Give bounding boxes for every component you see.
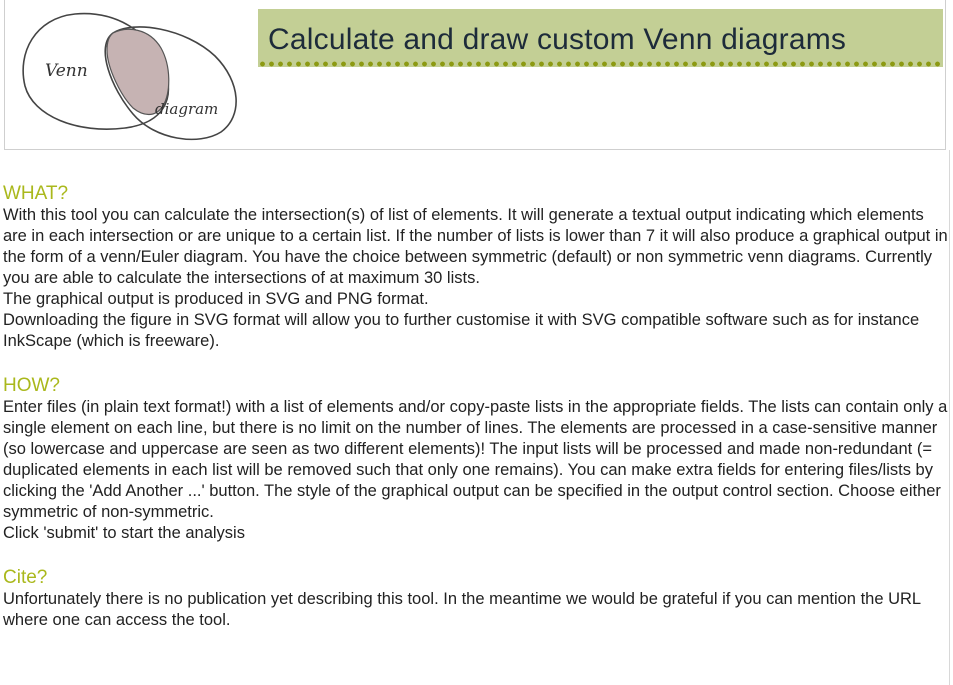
title-banner (258, 9, 943, 67)
section-how-paragraph: Enter files (in plain text format!) with a list of elements and/or copy-paste lists in the appropriate fields. The lists can contain only a single element on each line, but there is no limit on the number of lines. The elements are processed in a case-sensitive manner (so lowercase and uppercase are seen as two different elements)! The input lists will be processed and made non-redundant (= duplicated elements in each list will be removed such that only one remains). You can make extra fields for entering files/lists by clicking the 'Add Another ...' button. The style of the graphical output can be specified in the output control section. Choose either symmetric of non-symmetric. (3, 398, 948, 521)
section-what-paragraph: The graphical output is produced in SVG and PNG format. (3, 290, 429, 308)
logo-label-venn: Venn (45, 61, 88, 81)
header (4, 0, 946, 150)
main-content (3, 182, 949, 653)
section-what-heading: WHAT? (3, 183, 69, 204)
section-how-paragraph: Click 'submit' to start the analysis (3, 524, 245, 542)
logo-label-diagram: diagram (155, 100, 219, 118)
section-what-paragraph: With this tool you can calculate the intersection(s) of list of elements. It will generate a textual output indicating which elements are in each intersection or are unique to a certain list. If the number of lists is lower than 7 it will also produce a graphical output in the form of a venn/Euler diagram. You have the choice between symmetric (default) or non symmetric venn diagrams. Currently you are able to calculate the intersections of at maximum 30 lists. (3, 206, 948, 287)
section-how-heading: HOW? (3, 375, 60, 396)
content-right-border (949, 150, 950, 685)
section-what (3, 182, 949, 352)
section-cite-paragraph: Unfortunately there is no publication yet describing this tool. In the meantime we would be grateful if you can mention the URL where one can access the tool. (3, 590, 921, 629)
venn-diagram-logo (15, 8, 245, 143)
section-cite-heading: Cite? (3, 567, 48, 588)
section-cite (3, 566, 949, 631)
section-what-paragraph: Downloading the figure in SVG format will allow you to further customise it with SVG compatible software such as for instance InkScape (which is freeware). (3, 311, 920, 350)
page-title: Calculate and draw custom Venn diagrams (268, 23, 847, 56)
section-how (3, 374, 949, 544)
title-dotted-underline (258, 61, 943, 67)
